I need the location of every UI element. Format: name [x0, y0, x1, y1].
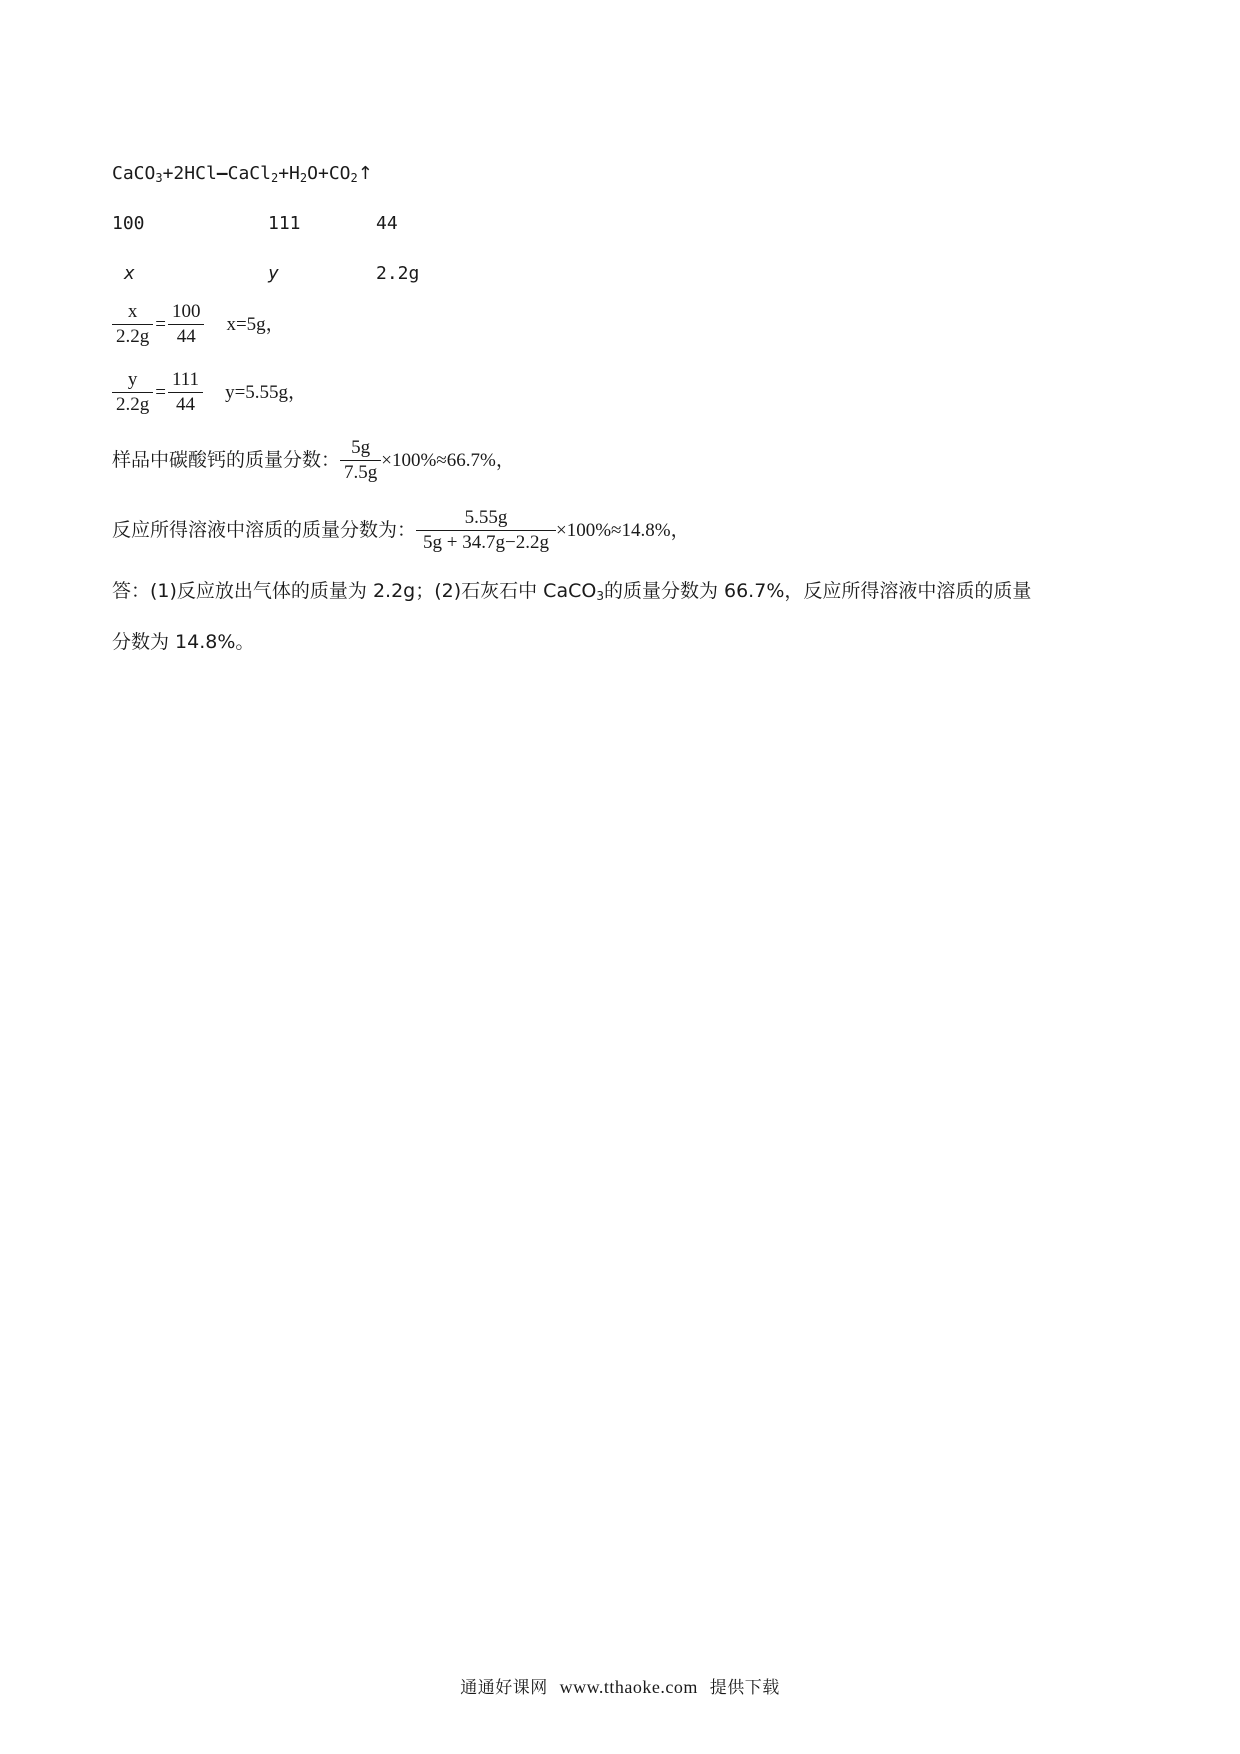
mass-fraction-solute [112, 506, 690, 555]
product-cacl2: CaCl [227, 163, 271, 184]
result-y: y=5.55g， [225, 381, 308, 403]
mass-cacl2: 111 [268, 213, 301, 234]
mass-fraction-label: 样品中碳酸钙的质量分数： [112, 448, 341, 471]
solute-fraction-label: 反应所得溶液中溶质的质量分数为： [112, 518, 417, 541]
mass-co2: 44 [376, 213, 398, 234]
unknown-x: x [124, 263, 135, 284]
co2-mass: 2.2g [376, 263, 420, 284]
gas-arrow-icon: ↑ [357, 163, 373, 184]
unknown-y: y [268, 263, 279, 284]
fraction-solute: $\frac{5.55g}{5g + 34.7g-2.2g}$ [416, 506, 556, 555]
yields-sign: — [216, 163, 228, 184]
fraction-x-over-mass: $\frac{x}{2.2g}$ [112, 300, 153, 349]
product-h2o-part: +H [278, 163, 300, 184]
equals-sign: = [155, 313, 166, 335]
unknowns-row [112, 265, 512, 289]
subscript: 2 [299, 171, 308, 185]
fraction-y-over-mass: $\frac{y}{2.2g}$ [112, 368, 153, 417]
proportion-x [112, 300, 285, 349]
footer-site-name: 通通好课网 [460, 1678, 548, 1698]
product-co2-part: O+CO [307, 163, 351, 184]
subscript: 3 [155, 171, 163, 185]
subscript: 2 [270, 171, 279, 185]
equals-sign: = [155, 381, 166, 403]
chemical-equation [112, 165, 373, 184]
mass-fraction-caco3 [112, 436, 515, 485]
answer-line-2: 分数为 14.8%。 [112, 631, 255, 653]
fraction-100-over-44: $\frac{100}{44}$ [168, 300, 205, 349]
proportion-y [112, 368, 307, 417]
mass-fraction-result: ×100%≈66.7%， [381, 449, 515, 471]
answer-line-1: 答：(1)反应放出气体的质量为 2.2g；(2)石灰石中 CaCO$_3$的质量分数为 66.7%，反应所得溶液中溶质的质量 [112, 580, 1032, 603]
result-x: x=5g， [226, 313, 285, 335]
footer-suffix: 提供下载 [709, 1678, 780, 1698]
reactant-caco3: CaCO [112, 163, 156, 184]
page-footer [0, 1673, 1240, 1698]
footer-url[interactable]: www.tthaoke.com [559, 1677, 698, 1697]
mass-caco3: 100 [112, 213, 145, 234]
subscript: 2 [350, 171, 358, 185]
solute-fraction-result: ×100%≈14.8%， [556, 519, 690, 541]
subscript: 3 [596, 589, 604, 603]
fraction-111-over-44: $\frac{111}{44}$ [168, 368, 203, 417]
molar-mass-row [112, 215, 512, 239]
reactant-hcl: +2HCl [162, 163, 217, 184]
fraction-5g-over-7-5g: $\frac{5g}{7.5g}$ [340, 436, 381, 485]
